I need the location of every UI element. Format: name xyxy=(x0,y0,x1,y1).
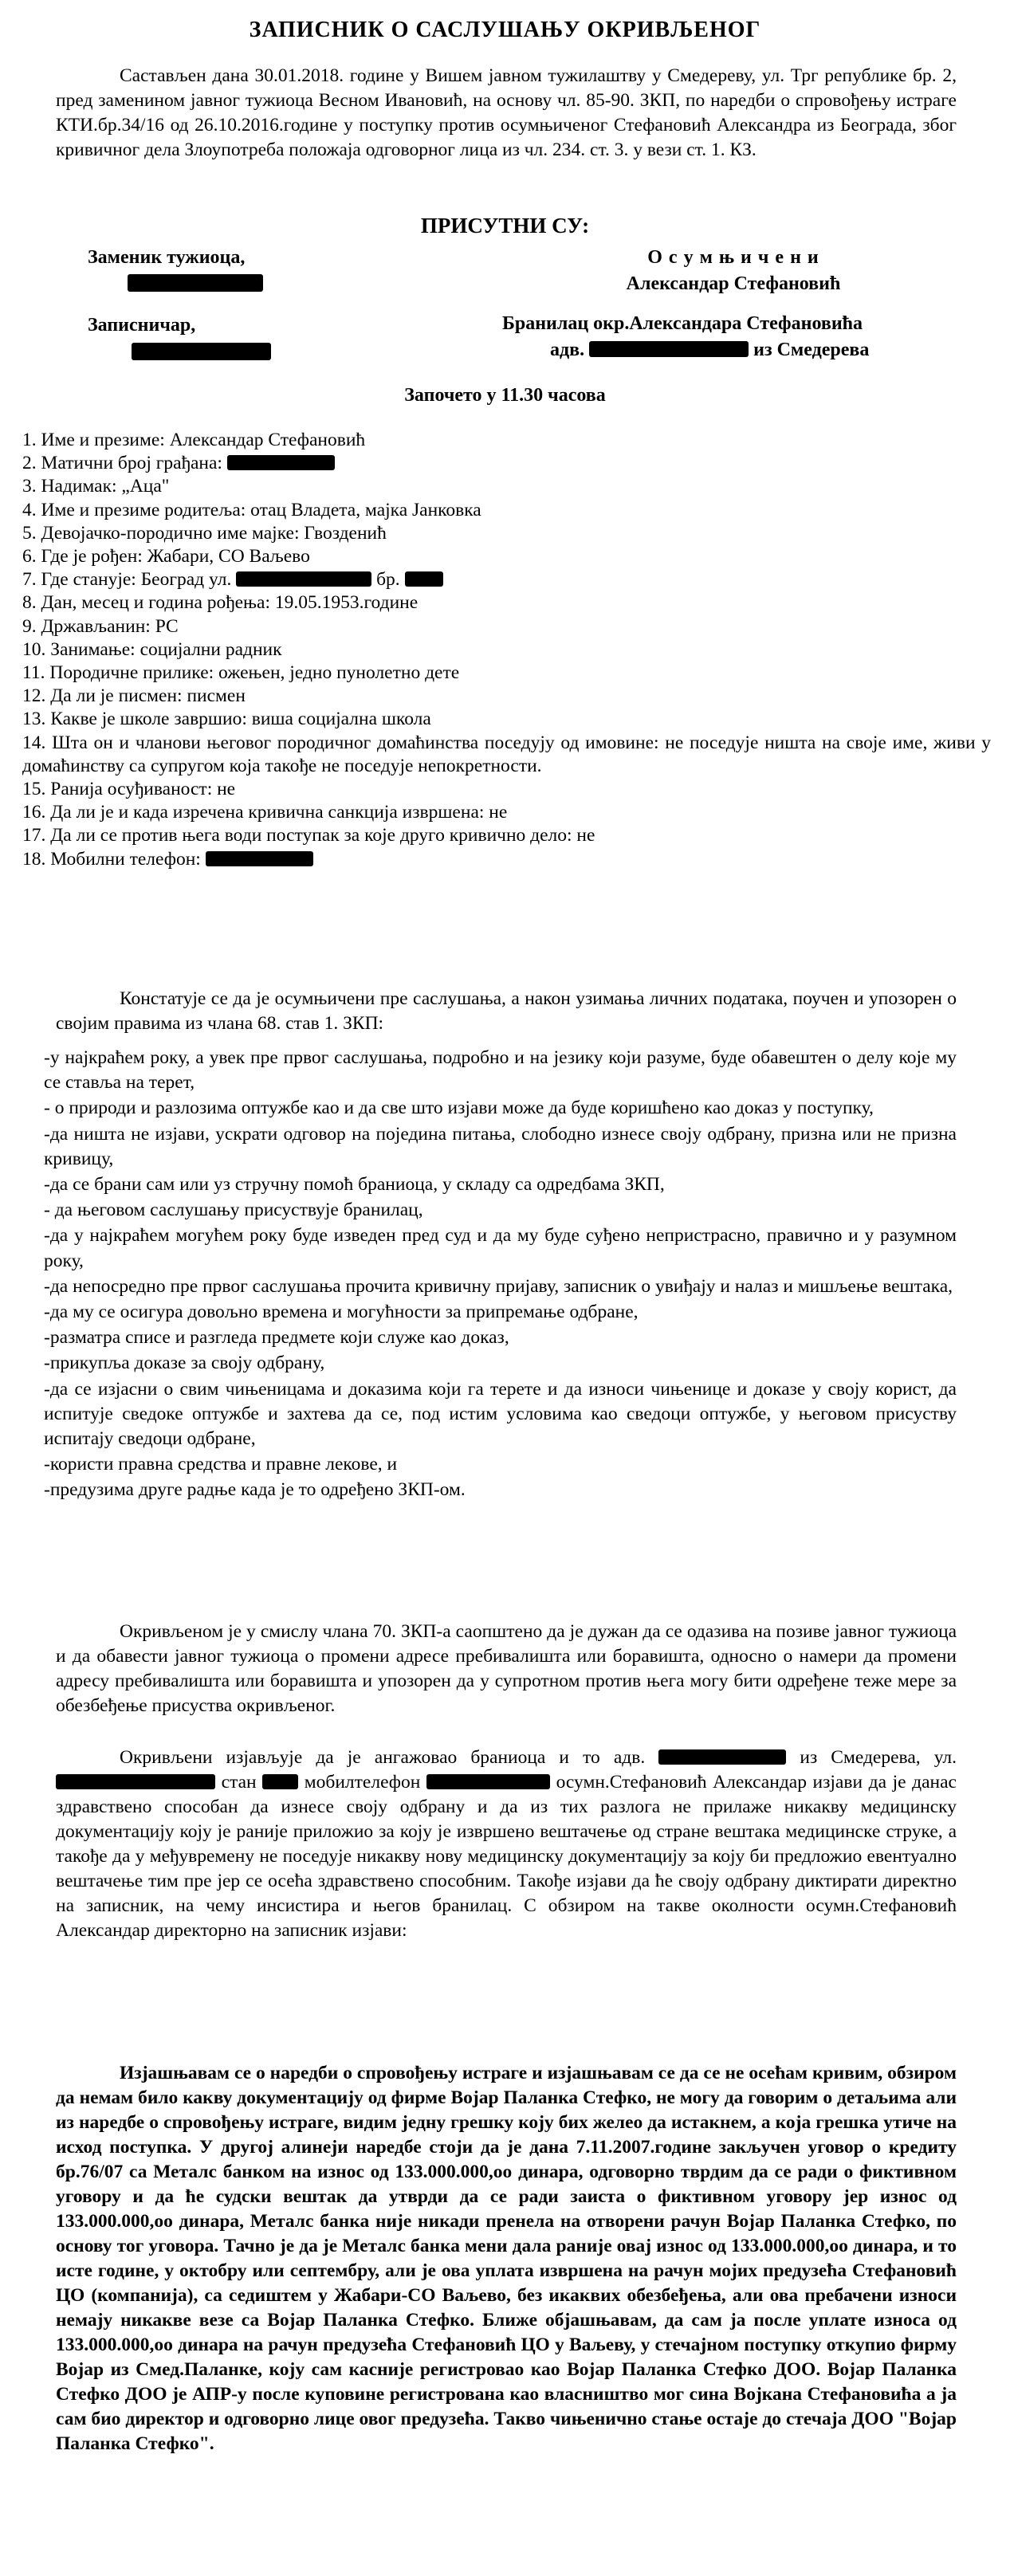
counsel-text-c: стан xyxy=(221,1772,257,1793)
recorder-name-redaction xyxy=(132,343,271,360)
phone-redaction xyxy=(206,851,313,866)
counsel-line: Бранилац окр.Александара Стефановића xyxy=(502,313,863,334)
present-title: ПРИСУТНИ СУ: xyxy=(420,214,590,238)
lawyer-line xyxy=(550,340,869,361)
street-redaction xyxy=(236,571,371,587)
list-item: 4. Име и презиме родитеља: отац Владета, мајка Јанковка xyxy=(22,499,481,520)
list-item: -да се брани сам или уз стручну помоћ браниоца, у складу са одредбама ЗКП, xyxy=(44,1174,665,1196)
counsel-text-e: осумн.Стефановић Александар изјави да је данас здравствено способан да изнесе своју одбрану и да из тих разлога не прилаже никакву медицинску документацију коју је раније приложио за коју је извршено вештачење од стране вештака медицинске струке, а такође да у међувремену не поседује никакву нову медицинску документацију за коју би предложио евентуално вештачење тим пре јер се осећа здравствено способним. Такође изјави да ће своју одбрану диктирати директно на записник, на чему инсистира и његов бранилац. С обзиром на такве околности осумн.Стефановић Александар директорно на записник изјави: xyxy=(56,1772,957,1941)
list-item: -предузима друге радње када је то одређено ЗКП-ом. xyxy=(44,1479,466,1501)
list-item: 17. Да ли се против њега води поступак за које друго кривично дело: не xyxy=(22,825,595,846)
deputy-name-redaction xyxy=(128,274,263,292)
list-item: -да непосредно пре првог саслушања прочита кривичну пријаву, записник о увиђају и налаз и мишљење вештака, xyxy=(44,1275,953,1297)
defense-statement: Изјашњавам се о наредби о спровођењу истраге и изјашњавам се да се не осећам кривим, обзиром да немам било какву документацију од фирме Војар Паланка Стефко, не могу да говорим о детаљима али из наредбе о спровођењу истраге, видим једну грешку коју бих желео да истакнем, а која грешка утиче на исход поступка. У другој алинеји наредбе стоји да је дана 7.11.2007.године закључен уговор о кредиту бр.76/07 са Металс банком на износ од 133.000.000,оо динара, одговорно тврдим да се ради о фиктивном уговору и да ће судски вештак да утврди да се ради заиста о фиктивном уговору јер износ од 133.000.000,оо динара, Металс банка није никади пренела на отворени рачун Војар Паланка Стефко, по основу тог уговора. Тачно је да је Металс банка мени дала раније овај износ од 133.000.000,оо динара, и то исте године, у октобру или септембру, али је ова уплата извршена на рачун мојих предузећа Стефановић ЦО (компанија), са седиштем у Жабари-СО Ваљево, без икаквих обезбеђења, али ова пребачени износи немају никакве везе са Војар Паланка Стефко. Ближе објашњавам, да сам ја после уплате износа од 133.000.000,оо динара на рачун предузећа Стефановић ЦО у Ваљеву, у стечајном поступку откупио фирму Војар из Смед.Паланке, коју сам касније регистровао као Војар Паланка Стефко ДОО. Војар Паланка Стефко ДОО је АПР-у после куповине регистрована као власништво мог сина Војкана Стефановића а ја сам био директор и одговорно лице овог предузећа. Такво чињенично стање остаје до стечаја ДОО "Војар Паланка Стефко". xyxy=(56,2063,957,2454)
personal-data-list xyxy=(22,429,991,871)
list-item-label: 18. Мобилни телефон: xyxy=(22,848,201,870)
list-item: 9. Држављанин: РС xyxy=(22,615,179,637)
list-item: 13. Какве је школе завршио: виша социјална школа xyxy=(22,709,431,730)
list-item: 11. Породичне прилике: ожењен, једно пунолетно дете xyxy=(22,662,460,684)
list-item: 16. Да ли је и када изречена кривична санкција извршена: не xyxy=(22,802,508,823)
lawyer-suffix: из Смедерева xyxy=(753,340,870,360)
list-item-label: бр. xyxy=(376,569,400,591)
lawyer-prefix: адв. xyxy=(550,340,585,360)
list-item xyxy=(22,848,991,871)
list-item: - да његовом саслушању присуствује бранилац, xyxy=(44,1200,423,1221)
list-item: -да у најкраћем могућем року буде изведен пред суд и да му буде суђено непристрасно, правично и у разумном року, xyxy=(44,1225,957,1271)
list-item-label: 2. Матични број грађана: xyxy=(22,453,222,474)
list-item: -да му се осигура довољно времена и могућности за припремање одбране, xyxy=(44,1302,639,1323)
counsel-apartment-redaction xyxy=(262,1774,298,1789)
counsel-paragraph xyxy=(56,1745,957,1943)
rights-intro: Констатује се да је осумњичени пре саслушања, а након узимања личних података, поучен и упозорен о својим правима из члана 68. став 1. ЗКП: xyxy=(56,988,957,1034)
suspect-name: Александар Стефановић xyxy=(626,273,841,294)
list-item: -да ништа не изјави, ускрати одговор на поједина питања, слободно изнесе своју одбрану, призна или не призна кривицу, xyxy=(44,1123,957,1169)
suspect-label: О с у м њ и ч е н и xyxy=(647,247,819,268)
list-item: 12. Да ли је писмен: писмен xyxy=(22,685,246,707)
warning-paragraph: Окривљеном је у смислу члана 70. ЗКП-а саопштено да је дужан да се одазива на позиве јавног тужиоца и да обавести јавног тужиоца о промени адресе пребивалишта или боравишта, односно о намери да промени адресу пребивалишта или боравишта и упозорен да у супротном против њега могу бити одређене теже мере за обезбеђење присуства окривљеног. xyxy=(56,1621,957,1716)
counsel-street-redaction xyxy=(56,1774,215,1789)
list-item: 10. Занимање: социјални радник xyxy=(22,638,282,660)
list-item: -у најкраћем року, а увек пре првог саслушања, подробно и на језику који разуме, буде обавештен о делу које му се ставља на терет, xyxy=(44,1047,957,1094)
rights-list xyxy=(44,1046,957,1504)
list-item: 15. Ранија осуђиваност: не xyxy=(22,779,236,800)
counsel-name-redaction xyxy=(658,1749,786,1765)
start-time: Започето у 11.30 часова xyxy=(404,385,606,406)
list-item: 6. Где је рођен: Жабари, СО Ваљево xyxy=(22,546,310,567)
list-item: 5. Девојачко-породично име мајке: Гвозденић xyxy=(22,522,387,544)
document-title: ЗАПИСНИК О САСЛУШАЊУ ОКРИВЉЕНОГ xyxy=(249,18,761,42)
counsel-text-b: из Смедерева, ул. xyxy=(800,1747,957,1768)
list-item: 14. Шта он и чланови његовог породичног домаћинства поседују од имовине: не поседује ништа на своје име, живи у домаћинству са супругом која такође не поседује непокретности. xyxy=(22,732,991,776)
recorder-label: Записничар, xyxy=(88,315,196,336)
list-item: -прикупља доказе за своју одбрану, xyxy=(44,1353,325,1374)
counsel-text-d: мобилтелефон xyxy=(304,1772,421,1793)
jmbg-redaction xyxy=(227,455,335,470)
deputy-label: Заменик тужиоца, xyxy=(88,247,246,268)
number-redaction xyxy=(405,571,443,587)
counsel-phone-redaction xyxy=(426,1774,550,1789)
list-item xyxy=(22,452,991,475)
lawyer-name-redaction xyxy=(589,341,749,357)
intro-paragraph: Састављен дана 30.01.2018. године у Вишем јавном тужилаштву у Смедереву, ул. Трг републике бр. 2, пред заменином јавног тужиоца Весном Ивановић, на основу чл. 85-90. ЗКП, по наредби о спровођењу истраге КТИ.бр.34/16 од 26.10.2016.године у поступку против осумњиченог Стефановић Александра из Београда, због кривичног дела Злоупотреба положаја одговорног лица из чл. 234. ст. 3. у вези ст. 1. КЗ. xyxy=(56,65,957,160)
list-item: -да се изјасни о свим чињеницама и доказима који га терете и да износи чињенице и доказе у своју корист, да испитује сведоке оптужбе и захтева да се, под истим условима као сведоци оптужбе, у његовом присуству испитају сведоци одбране, xyxy=(44,1378,957,1450)
list-item: 8. Дан, месец и година рођења: 19.05.1953.године xyxy=(22,592,419,614)
list-item: -разматра списе и разгледа предмете који служе као доказ, xyxy=(44,1327,509,1349)
list-item xyxy=(22,568,991,591)
list-item: 1. Име и презиме: Александар Стефановић xyxy=(22,430,366,450)
list-item: -користи правна средства и правне лекове, и xyxy=(44,1454,398,1475)
list-item: 3. Надимак: „Аца" xyxy=(22,476,170,497)
counsel-text-a: Окривљени изјављује да је ангажовао браниоца и то адв. xyxy=(120,1747,646,1768)
list-item: - о природи и разлозима оптужбе као и да све што изјави може да буде коришћено као доказ у поступку, xyxy=(44,1098,874,1119)
list-item-label: 7. Где станује: Београд ул. xyxy=(22,569,232,591)
